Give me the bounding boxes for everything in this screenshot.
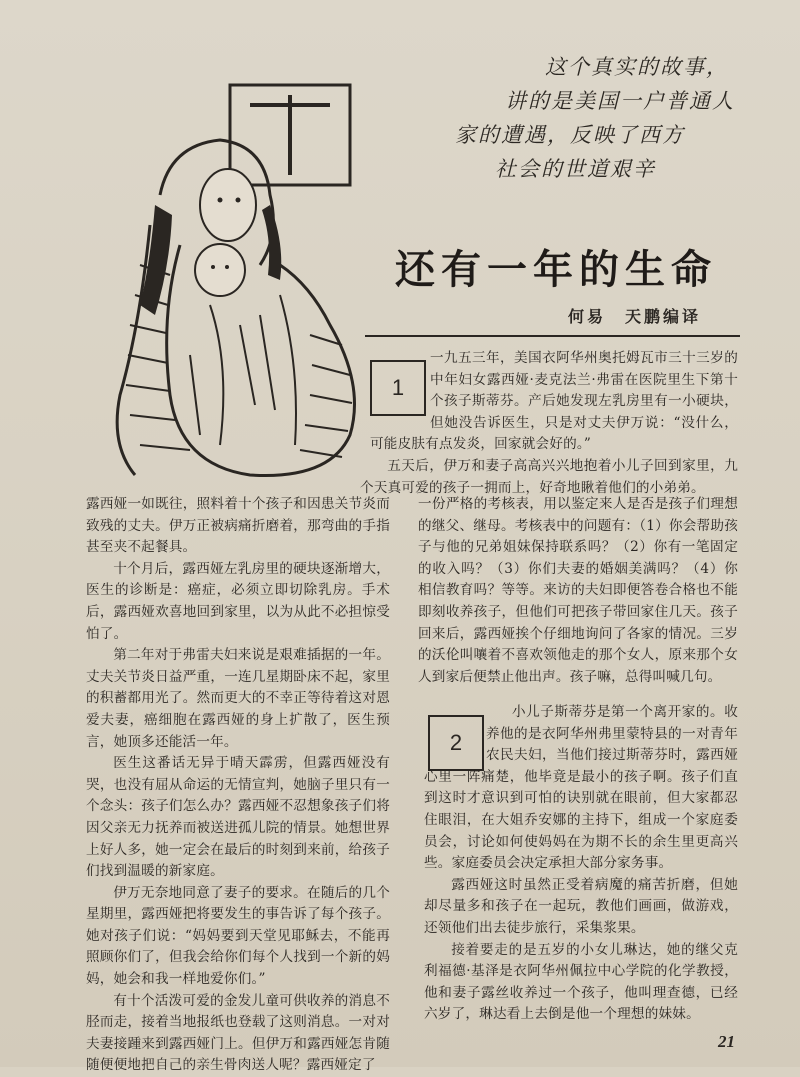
section2-paragraph2: 露西娅这时虽然正受着病魔的痛苦折磨，但她却尽量多和孩子在一起玩，教他们画画，做游戏，还领他们出去徒步旅行，采集浆果。 bbox=[424, 876, 738, 936]
handwritten-intro bbox=[455, 50, 755, 186]
intro-line: 家的遭遇，反映了西方 bbox=[455, 123, 685, 147]
left-paragraph: 第二年对于弗雷夫妇来说是艰难插据的一年。丈夫关节炎日益严重，一连几星期卧床不起，家里的积蓄都用光了。然而更大的不幸正等待着这对恩爱夫妻，癌细胞在露西娅的身上扩散了，医生预言，她顶多还能活一年。 bbox=[86, 647, 390, 750]
left-paragraph: 十个月后，露西娅左乳房里的硬块逐渐增大，医生的诊断是：癌症，必须立即切除乳房。手术后，露西娅欢喜地回到家里，以为从此不必担惊受怕了。 bbox=[86, 560, 390, 642]
intro-line: 讲的是美国一户普通人 bbox=[505, 89, 735, 113]
box-spacer bbox=[370, 348, 430, 432]
intro-line: 社会的世道艰辛 bbox=[495, 157, 656, 181]
article-byline: 何易 天鹏编译 bbox=[568, 307, 702, 326]
right-column-upper bbox=[418, 494, 738, 688]
section2-paragraph3: 接着要走的是五岁的小女儿琳达，她的继父克利福德·基泽是衣阿华州佩拉中心学院的化学教授，他和妻子露丝收养过一个孩子，他叫理查德，已经六岁了，琳达看上去倒是他一个理想的妹妹。 bbox=[424, 941, 738, 1023]
left-paragraph: 伊万无奈地同意了妻子的要求。在随后的几个星期里，露西娅把将要发生的事告诉了每个孩子。她对孩子们说：“妈妈要到天堂见耶稣去，不能再照顾你们了，但我会给你们每个人找到一个新的妈妈，她会和我一样地爱你们。” bbox=[86, 884, 390, 988]
section2-head-text: 小儿子斯蒂芬是第一个离开家的。收养他的是衣阿华州弗里蒙特县的一对青年农民夫妇，当他们接过斯蒂芬时，露西娅心里一阵痛楚，他毕竟是最小的孩子啊。孩子们直到这时才意识到可怕的诀别就在眼前，但大家都忍住眼泪，在大姐乔安娜的主持下，组成一个家庭委员会，讨论如何使妈妈在为期不长的余生里更高兴些。家庭委员会决定承担大部分家务事。 bbox=[424, 704, 738, 872]
intro-line: 这个真实的故事， bbox=[545, 55, 729, 79]
left-column bbox=[86, 494, 390, 1077]
mother-and-child-illustration bbox=[80, 65, 380, 485]
left-paragraph: 有十个活泼可爱的金发儿童可供收养的消息不胫而走，接着当地报纸也登载了这则消息。一对对夫妻接踵来到露西娅门上。但伊万和露西娅怎肯随随便便地把自己的亲生骨肉送人呢？露西娅定了 bbox=[86, 992, 390, 1074]
article-title: 还有一年的生命 bbox=[395, 246, 717, 293]
section-number-1: 1 bbox=[370, 360, 426, 416]
left-paragraph: 医生这番话无异于晴天霹雳，但露西娅没有哭，也没有屈从命运的无情宣判，她脑子里只有一个念头：孩子们怎么办？露西娅不忍想象孩子们将因父亲无力抚养而被送进孤儿院的情景。她想世界上好人多，她一定会在最后的时刻到来前，给孩子们找到温暖的新家庭。 bbox=[86, 755, 390, 880]
right-paragraph: 一份严格的考核表，用以鉴定来人是否是孩子们理想的继父、继母。考核表中的问题有：（1）你会帮助孩子与他的兄弟姐妹保持联系吗？（2）你有一笔固定的收入吗？（3）你们夫妻的婚姻美满吗？（4）你相信教育吗？等等。来访的夫妇即便答卷合格也不能即刻收养孩子，但他们可把孩子带回家住几天。孩子回来后，露西娅挨个仔细地询问了各家的情况。三岁的沃伦叫嚷着不喜欢领他走的那个女人，原来那个女人到家后便禁止他出声。孩子嘛，总得叫喊几句。 bbox=[418, 496, 738, 685]
section1-text bbox=[360, 348, 738, 499]
section1-paragraph2: 五天后，伊万和妻子高高兴兴地抱着小儿子回到家里，九个天真可爱的孩子一拥而上，好奇地瞅着他们的小弟弟。 bbox=[360, 457, 738, 496]
left-paragraph: 露西娅一如既往，照料着十个孩子和因患关节炎而致残的丈夫。伊万正被病痛折磨着，那弯曲的手指甚至夹不起餐具。 bbox=[86, 496, 390, 556]
title-rule bbox=[365, 335, 740, 337]
page-number: 21 bbox=[718, 1032, 735, 1051]
section1-head-text: 一九五三年，美国衣阿华州奥托姆瓦市三十三岁的中年妇女露西娅·麦克法兰·弗雷在医院里生下第十个孩子斯蒂芬。产后她发现左乳房里有一小硬块，但她没告诉医生，只是对丈夫伊万说：“没什么，可能皮肤有点发炎，回家就会好的。” bbox=[370, 350, 738, 453]
section1-paragraph bbox=[370, 348, 738, 456]
section2-paragraph bbox=[424, 702, 738, 875]
box-spacer bbox=[424, 702, 486, 766]
section-number-2: 2 bbox=[428, 715, 484, 771]
section2-text bbox=[424, 702, 738, 1026]
